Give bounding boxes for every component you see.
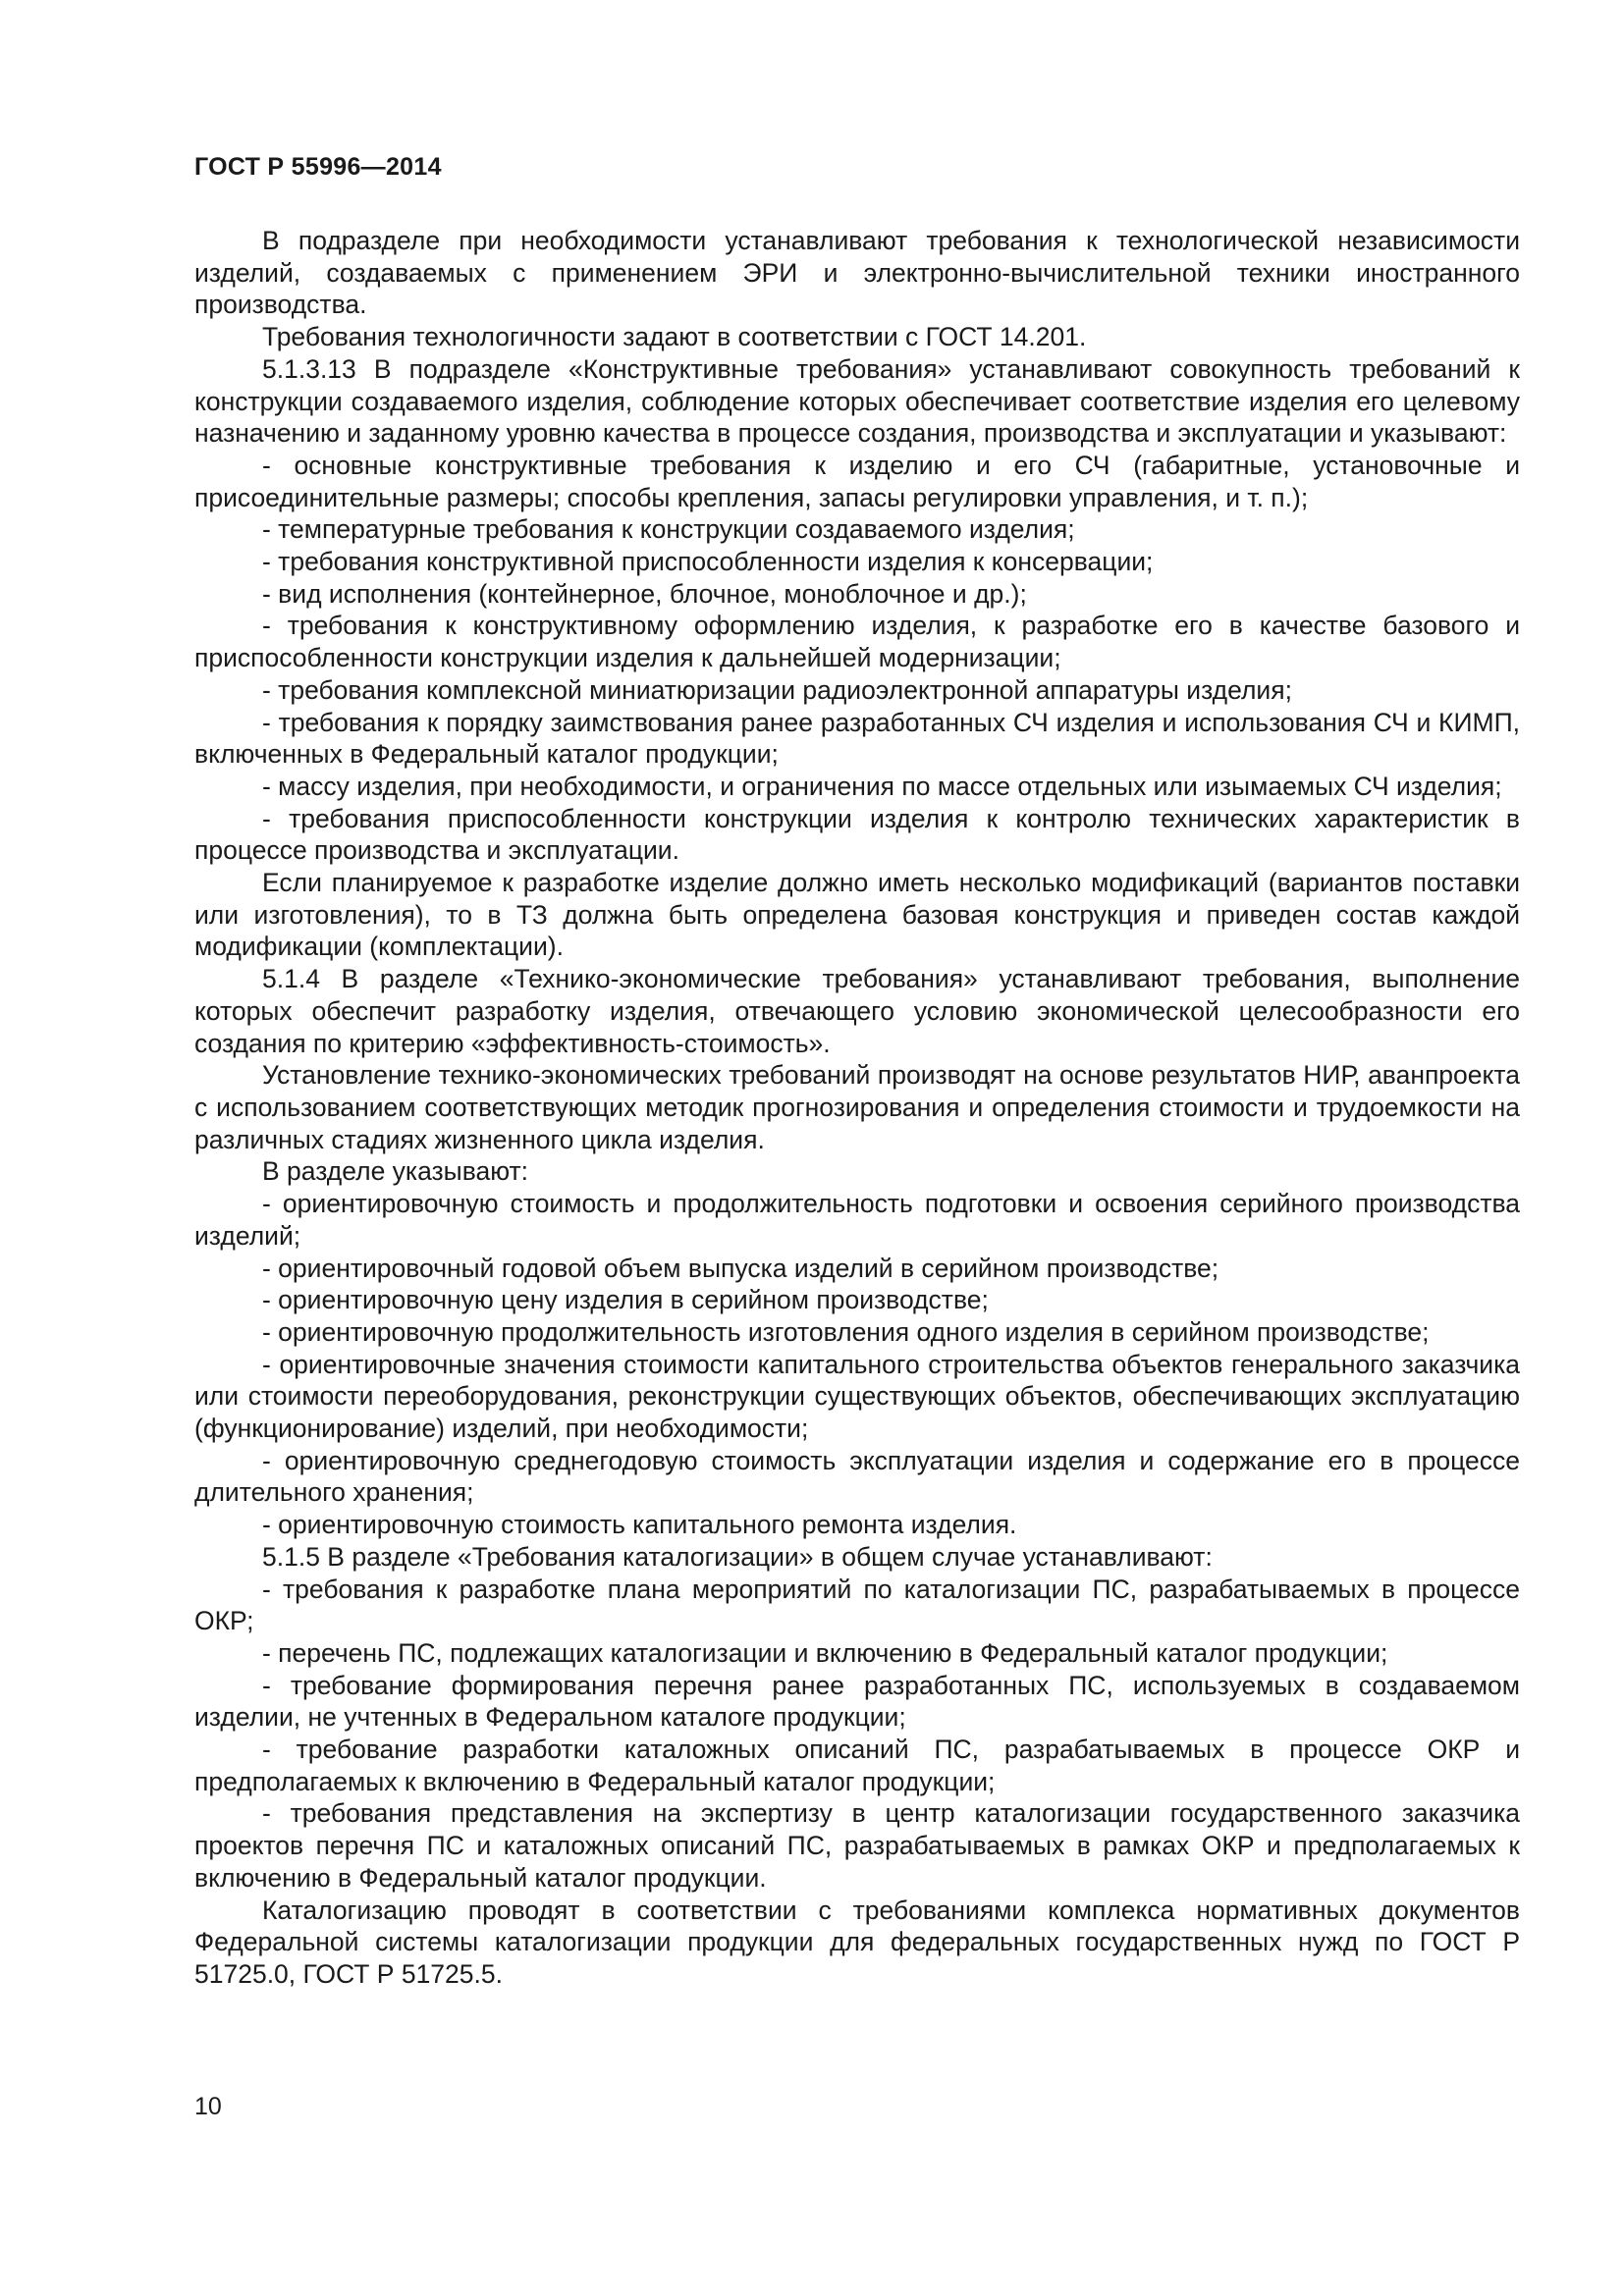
list-item: - основные конструктивные требования к изделию и его СЧ (габаритные, установочные и присоединительные размеры; способы крепления, запасы регулировки управления, и т. п.); <box>194 450 1520 512</box>
list-item: - температурные требования к конструкции создаваемого изделия; <box>262 514 1075 545</box>
list-item: - ориентировочный годовой объем выпуска изделий в серийном производстве; <box>262 1253 1219 1283</box>
list-item: - массу изделия, при необходимости, и ограничения по массе отдельных или изымаемых СЧ изделия; <box>262 771 1502 801</box>
paragraph: Требования технологичности задают в соответствии с ГОСТ 14.201. <box>262 322 1087 352</box>
list-item: - требования представления на экспертизу в центр каталогизации государственного заказчика проектов перечня ПС и каталожных описаний ПС, разрабатываемых в рамках ОКР и предполагаемых к включению в Федеральный каталог продукции. <box>194 1798 1520 1893</box>
paragraph: В подразделе при необходимости устанавливают требования к технологической независимости изделий, создаваемых с применением ЭРИ и электронно-вычислительной техники иностранного производства. <box>194 226 1520 320</box>
paragraph: 5.1.4 В разделе «Технико-экономические требования» устанавливают требования, выполнение которых обеспечит разработку изделия, отвечающего условию экономической целесообразности его создания по критерию «эффективность-стоимость». <box>194 964 1520 1058</box>
list-item: - требования к конструктивному оформлению изделия, к разработке его в качестве базового и приспособленности конструкции изделия к дальнейшей модернизации; <box>194 611 1520 673</box>
paragraph: Если планируемое к разработке изделие должно иметь несколько модификаций (вариантов поставки или изготовления), то в ТЗ должна быть определена базовая конструкция и приведен состав каждой модификации (комплектации). <box>194 868 1520 962</box>
list-item: - требования комплексной миниатюризации радиоэлектронной аппаратуры изделия; <box>262 674 1292 705</box>
paragraph: 5.1.5 В разделе «Требования каталогизации» в общем случае устанавливают: <box>262 1541 1213 1572</box>
list-item: - ориентировочные значения стоимости капитального строительства объектов генерального заказчика или стоимости переоборудования, реконструкции существующих объектов, обеспечивающих эксплуатацию (функционирование) изделий, при необходимости; <box>194 1349 1520 1444</box>
paragraph: Каталогизацию проводят в соответствии с требованиями комплекса нормативных документов Федеральной системы каталогизации продукции для федеральных государственных нужд по ГОСТ Р 51725.0, ГОСТ Р 51725.5. <box>194 1895 1520 1989</box>
document-header: ГОСТ Р 55996—2014 <box>194 153 442 181</box>
list-item: - требования приспособленности конструкции изделия к контролю технических характеристик в процессе производства и эксплуатации. <box>194 803 1520 866</box>
list-item: - ориентировочную среднегодовую стоимость эксплуатации изделия и содержание его в процессе длительного хранения; <box>194 1445 1520 1508</box>
list-item: - требование формирования перечня ранее разработанных ПС, используемых в создаваемом изделии, не учтенных в Федеральном каталоге продукции; <box>194 1670 1520 1733</box>
paragraph: Установление технико-экономических требований производят на основе результатов НИР, аванпроекта с использованием соответствующих методик прогнозирования и определения стоимости и трудоемкости на различных стадиях жизненного цикла изделия. <box>194 1060 1520 1154</box>
list-item: - требование разработки каталожных описаний ПС, разрабатываемых в процессе ОКР и предполагаемых к включению в Федеральный каталог продукции; <box>194 1735 1520 1796</box>
list-item: - ориентировочную цену изделия в серийном производстве; <box>262 1285 989 1315</box>
list-item: - требования конструктивной приспособленности изделия к консервации; <box>262 547 1154 577</box>
paragraph: 5.1.3.13 В подразделе «Конструктивные требования» устанавливают совокупность требований к конструкции создаваемого изделия, соблюдение которых обеспечивает соответствие изделия его целевому назначению и заданному уровню качества в процессе создания, производства и эксплуатации и указывают: <box>194 353 1520 449</box>
list-item: - ориентировочную стоимость капитального ремонта изделия. <box>262 1510 1017 1540</box>
list-item: - ориентировочную стоимость и продолжительность подготовки и освоения серийного производства изделий; <box>194 1189 1520 1251</box>
list-item: - вид исполнения (контейнерное, блочное, моноблочное и др.); <box>262 578 1027 609</box>
list-item: - ориентировочную продолжительность изготовления одного изделия в серийном производстве; <box>262 1316 1430 1347</box>
list-item: - требования к порядку заимствования ранее разработанных СЧ изделия и использования СЧ и КИМП, включенных в Федеральный каталог продукции; <box>194 707 1520 770</box>
paragraph: В разделе указывают: <box>262 1156 529 1187</box>
page-number: 10 <box>194 2093 222 2120</box>
list-item: - требования к разработке плана мероприятий по каталогизации ПС, разрабатываемых в процессе ОКР; <box>194 1574 1520 1636</box>
list-item: - перечень ПС, подлежащих каталогизации и включению в Федеральный каталог продукции; <box>262 1637 1388 1668</box>
document-body <box>194 225 1520 1991</box>
